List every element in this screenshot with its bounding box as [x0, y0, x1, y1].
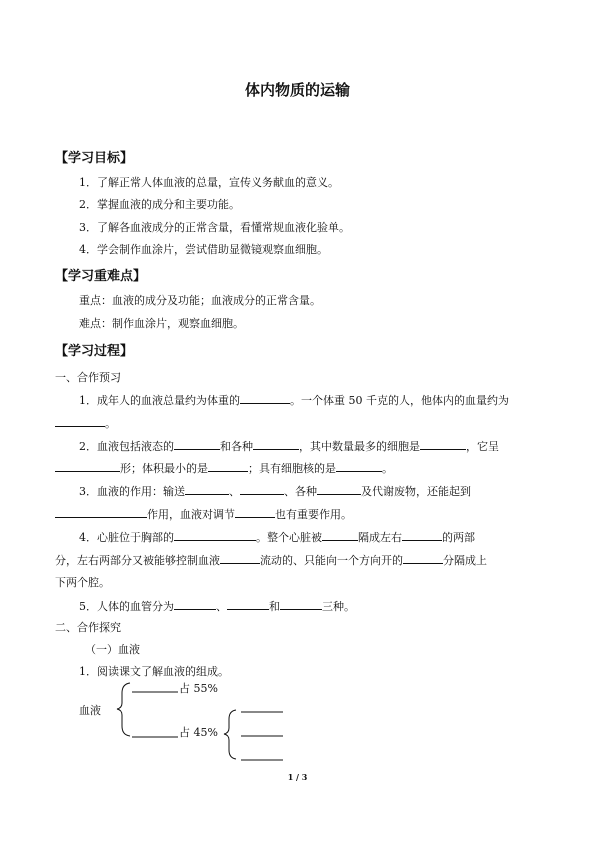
section2-question-1: 1．阅读课文了解血液的组成。 [79, 665, 229, 678]
process-heading: 【学习过程】 [55, 344, 134, 359]
section2-subheading: （一）血液 [85, 643, 140, 656]
goal-item: 4．学会制作血涂片，尝试借助显微镜观察血细胞。 [79, 243, 328, 256]
question-1: 1．成年人的血液总量约为体重的 。一个体重 50 千克的人，他体内的血量约为 [79, 394, 509, 407]
goal-item: 2．掌握血液的成分和主要功能。 [79, 198, 240, 211]
question-4-cont2: 下两个腔。 [55, 576, 110, 589]
key-point-important: 重点：血液的成分及功能；血液成分的正常含量。 [79, 294, 321, 307]
question-1-cont: 。 [55, 415, 116, 431]
question-4: 4．心脏位于胸部的 。整个心脏被 隔成左右 的两部 [79, 531, 475, 544]
question-2: 2．血液包括液态的 和各种 ，其中数量最多的细胞是 ，它呈 [79, 440, 499, 453]
section1-heading: 一、合作预习 [55, 371, 121, 384]
page-number: 1 / 3 [287, 772, 308, 782]
diagram-root-label: 血液 [79, 704, 101, 717]
section2-heading: 二、合作探究 [55, 621, 121, 634]
question-3: 3．血液的作用：输送 、 、各种 及代谢废物，还能起到 [79, 485, 471, 498]
left-brace [117, 683, 130, 736]
question-3-cont: 作用，血液对调节 也有重要作用。 [55, 506, 352, 522]
goal-item: 1．了解正常人体血液的总量，宣传义务献血的意义。 [79, 176, 339, 189]
key-points-heading: 【学习重难点】 [55, 269, 147, 284]
question-5: 5．人体的血管分为 、 和 三种。 [79, 600, 355, 613]
question-4-cont: 分，左右两部分又被能够控制血液 流动的、只能向一个方向开的 分隔成上 [55, 554, 487, 567]
goal-item: 3．了解各血液成分的正常含量，看懂常规血液化验单。 [79, 221, 350, 234]
page-title: 体内物质的运输 [244, 81, 350, 99]
key-point-difficult: 难点：制作血涂片，观察血细胞。 [79, 317, 244, 330]
goals-heading: 【学习目标】 [55, 151, 134, 166]
question-2-cont: 形；体积最小的是 ；具有细胞核的是 。 [55, 460, 393, 476]
diagram-part1-label: 占 55% [179, 682, 218, 695]
right-brace [224, 710, 236, 759]
diagram-part2-label: 占 45% [179, 726, 218, 739]
